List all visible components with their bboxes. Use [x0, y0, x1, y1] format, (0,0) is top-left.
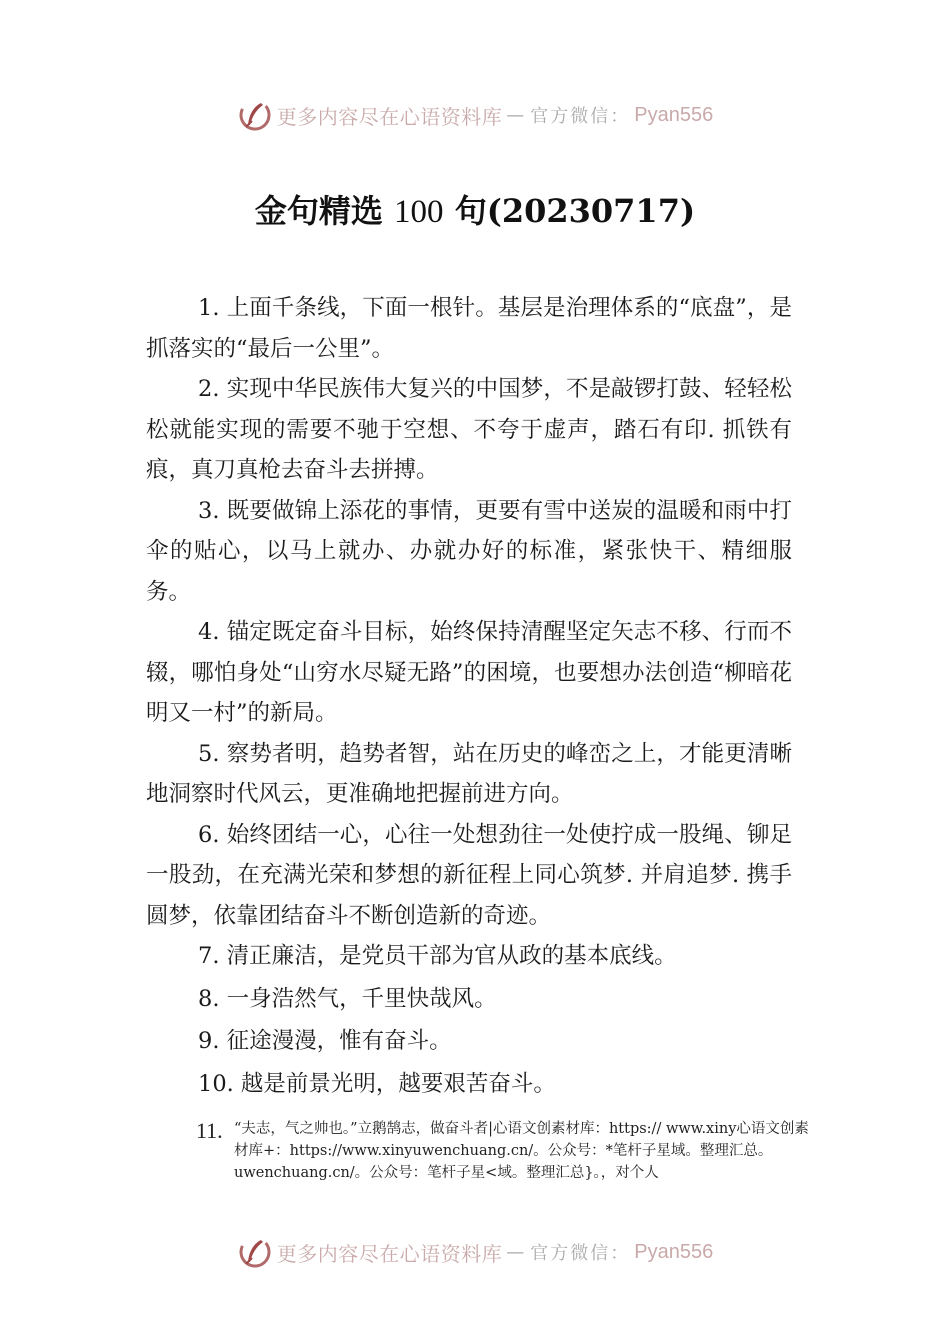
quote-item-9: 9. 征途漫漫，惟有奋斗。 [198, 1028, 452, 1054]
watermark-main-text: 更多内容尽在心语资料库 [276, 1241, 503, 1266]
quote-item-6: 6. 始终团结一心，心往一处想劲往一处使拧成一股绳、铆足一股劲，在充满光荣和梦想的新征程上同心筑梦. 并肩追梦. 携手圆梦，依靠团结奋斗不断创造新的奇迹。 [146, 821, 792, 929]
quote-item-1: 1. 上面千条线，下面一根针。基层是治理体系的“底盘”，是抓落实的“最后一公里”。 [146, 295, 792, 362]
watermark-footer [0, 1232, 950, 1272]
quill-logo-icon [237, 1234, 273, 1270]
watermark-dash: — [506, 104, 527, 126]
watermark-main-text: 更多内容尽在心语资料库 [276, 104, 503, 129]
quote-item-4: 4. 锚定既定奋斗目标，始终保持清醒坚定矢志不移、行而不辍，哪怕身处“山穷水尽疑无路”的困境，也要想办法创造“柳暗花明又一村”的新局。 [146, 619, 792, 726]
document-title [0, 186, 950, 232]
note-number: 11. [196, 1118, 223, 1143]
note-text: “夫志，气之帅也。”立鹅鹄志，做奋斗者|心语文创素材库：https:// www.xiny心语文创素材库+：https://www.xinyuwenchuang.cn/。公众号：*笔杆子星域。整理汇总。uwenchuang.cn/。公众号：笔杆子星<域。整理汇总}。，对个人 [234, 1121, 809, 1181]
title-suffix: 句(20230717) [454, 192, 696, 230]
quote-item-2: 2. 实现中华民族伟大复兴的中国梦，不是敲锣打鼓、轻轻松松就能实现的需要不驰于空想、不夸于虚声，踏石有印. 抓铁有痕，真刀真枪去奋斗去拼搏。 [146, 376, 792, 483]
watermark-wechat-id: Pyan556 [634, 1240, 714, 1263]
quote-item-7: 7. 清正廉洁，是党员干部为官从政的基本底线。 [198, 943, 677, 969]
quote-item-11 [196, 1118, 816, 1184]
watermark-label: 官方微信： [530, 106, 631, 127]
quote-item-3: 3. 既要做锦上添花的事情，更要有雪中送炭的温暖和雨中打伞的贴心，以马上就办、办就办好的标准，紧张快干、精细服务。 [146, 497, 792, 605]
quote-list [146, 288, 792, 1106]
quill-logo-icon [237, 97, 273, 133]
watermark-dash: — [506, 1241, 527, 1263]
title-count: 100 [394, 194, 444, 230]
title-main: 金句精选 [254, 192, 383, 230]
watermark-header [0, 95, 950, 135]
watermark-label: 官方微信： [530, 1243, 631, 1264]
quote-item-8: 8. 一身浩然气，千里快哉风。 [198, 985, 497, 1012]
quote-item-5: 5. 察势者明，趋势者智，站在历史的峰峦之上，才能更清晰地洞察时代风云，更准确地把握前进方向。 [146, 740, 792, 807]
quote-item-10: 10. 越是前景光明，越要艰苦奋斗。 [198, 1070, 556, 1097]
watermark-wechat-id: Pyan556 [634, 103, 714, 126]
